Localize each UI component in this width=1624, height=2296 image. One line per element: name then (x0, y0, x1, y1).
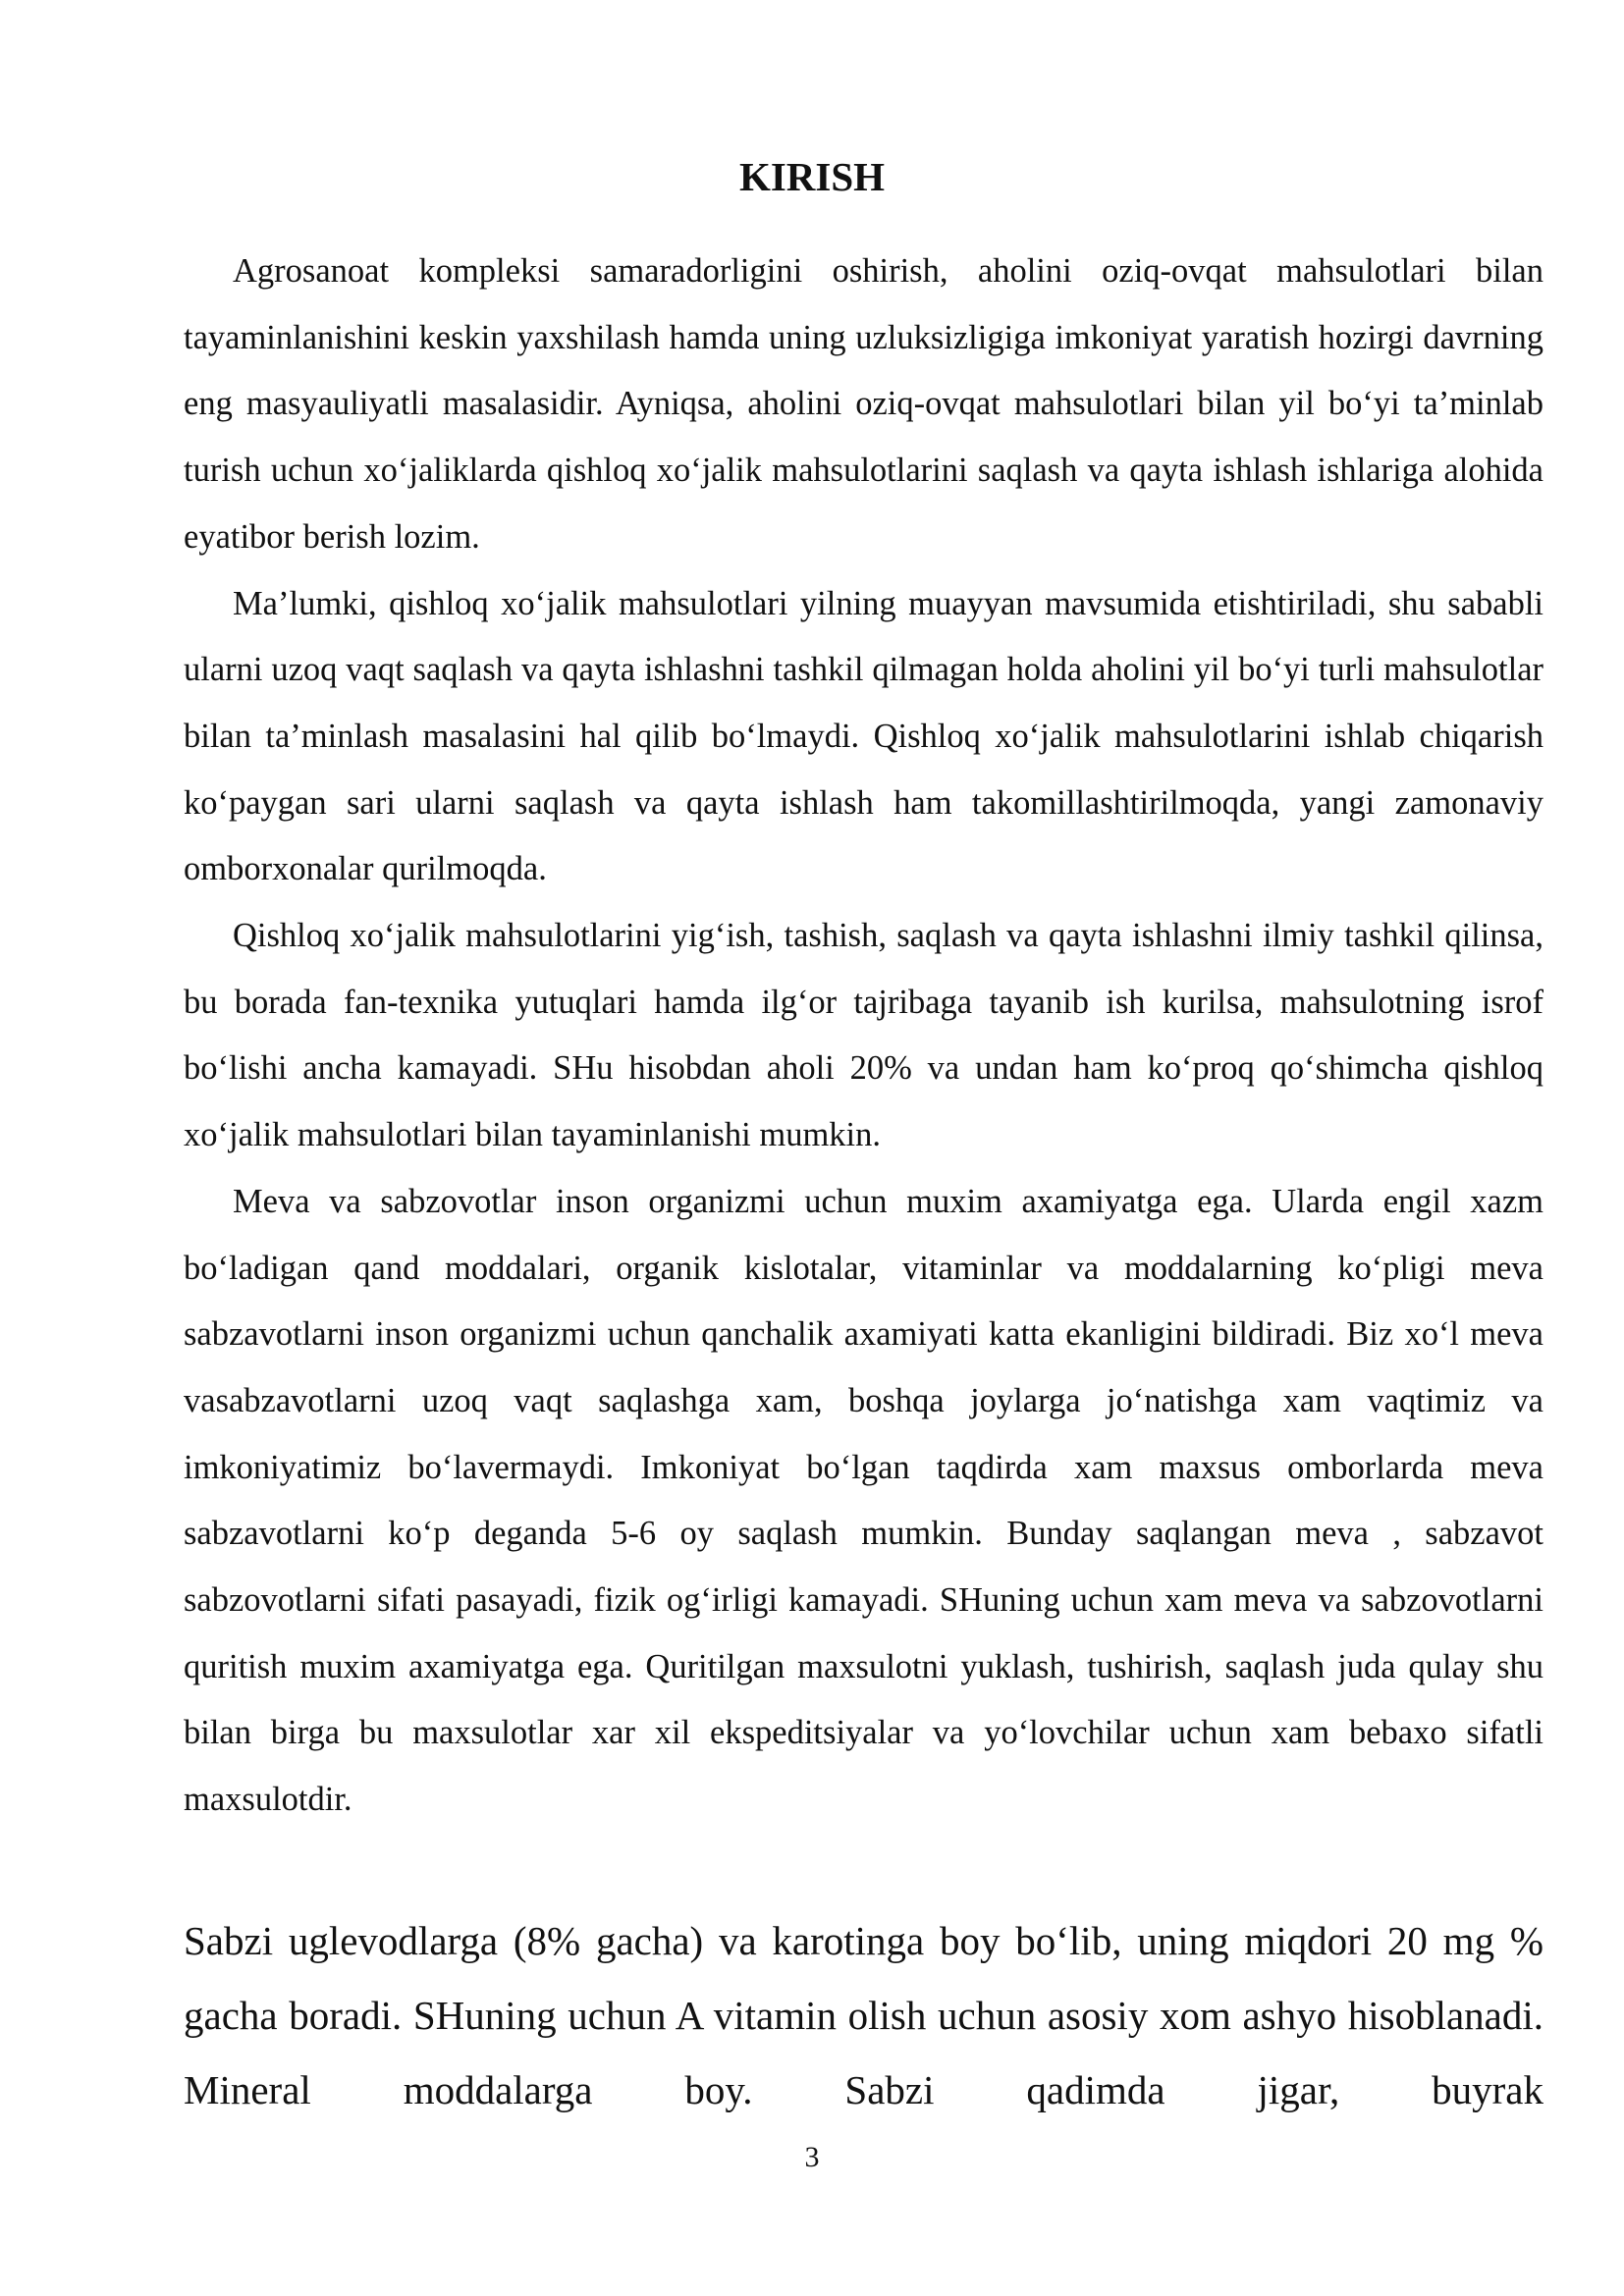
paragraph-4: Meva va sabzovotlar inson organizmi uchun muxim axamiyatga ega. Ularda engil xazm bo‘ladigan qand moddalari, organik kislotalar, vitaminlar va moddalarning ko‘pligi meva sabzavotlarni inson organizmi uchun qanchalik axamiyati katta ekanligini bildiradi. Biz xo‘l meva vasabzavotlarni uzoq vaqt saqlashga xam, boshqa joylarga jo‘natishga xam vaqtimiz va imkoniyatimiz bo‘lavermaydi. Imkoniyat bo‘lgan taqdirda xam maxsus omborlarda meva sabzavotlarni ko‘p deganda 5-6 oy saqlash mumkin. Bunday saqlangan meva , sabzavot sabzovotlarni sifati pasayadi, fizik og‘irligi kamayadi. SHuning uchun xam meva va sabzovotlarni quritish muxim axamiyatga ega. Quritilgan maxsulotni yuklash, tushirish, saqlash juda qulay shu bilan birga bu maxsulotlar xar xil ekspeditsiyalar va yo‘lovchilar uchun xam bebaxo sifatli maxsulotdir. (184, 1182, 1543, 1819)
large-text-block (184, 1903, 1543, 2127)
paragraph-1: Agrosanoat kompleksi samaradorligini oshirish, aholini oziq-ovqat mahsulotlari bilan tayaminlanishini keskin yaxshilash hamda uning uzluksizligiga imkoniyat yaratish hozirgi davrning eng masyauliyatli masalasidir. Ayniqsa, aholini oziq-ovqat mahsulotlari bilan yil bo‘yi ta’minlab turish uchun xo‘jaliklarda qishloq xo‘jalik mahsulotlarini saqlash va qayta ishlash ishlariga alohida eyatibor berish lozim. (184, 252, 1543, 556)
body-text (184, 239, 1543, 1834)
paragraph-5: Sabzi uglevodlarga (8% gacha) va karotinga boy bo‘lib, uning miqdori 20 mg % gacha boradi. SHuning uchun A vitamin olish uchun asosiy xom ashyo hisoblanadi. Mineral moddalarga boy. Sabzi qadimda jigar, buyrak (184, 1918, 1543, 2112)
page-number: 3 (804, 2141, 820, 2173)
paragraph-2: Ma’lumki, qishloq xo‘jalik mahsulotlari yilning muayyan mavsumida etishtiriladi, shu sababli ularni uzoq vaqt saqlash va qayta ishlashni tashkil qilmagan holda aholini yil bo‘yi turli mahsulotlar bilan ta’minlash masalasini hal qilib bo‘lmaydi. Qishloq xo‘jalik mahsulotlarini ishlab chiqarish ko‘paygan sari ularni saqlash va qayta ishlash ham takomillashtirilmoqda, yangi zamonaviy omborxonalar qurilmoqda. (184, 584, 1543, 888)
page-title: KIRISH (738, 154, 886, 199)
paragraph-3: Qishloq xo‘jalik mahsulotlarini yig‘ish, tashish, saqlash va qayta ishlashni ilmiy tashkil qilinsa, bu borada fan-texnika yutuqlari hamda ilg‘or tajribaga tayanib ish kurilsa, mahsulotning isrof bo‘lishi ancha kamayadi. SHu hisobdan aholi 20% va undan ham ko‘proq qo‘shimcha qishloq xo‘jalik mahsulotlari bilan tayaminlanishi mumkin. (184, 917, 1543, 1154)
